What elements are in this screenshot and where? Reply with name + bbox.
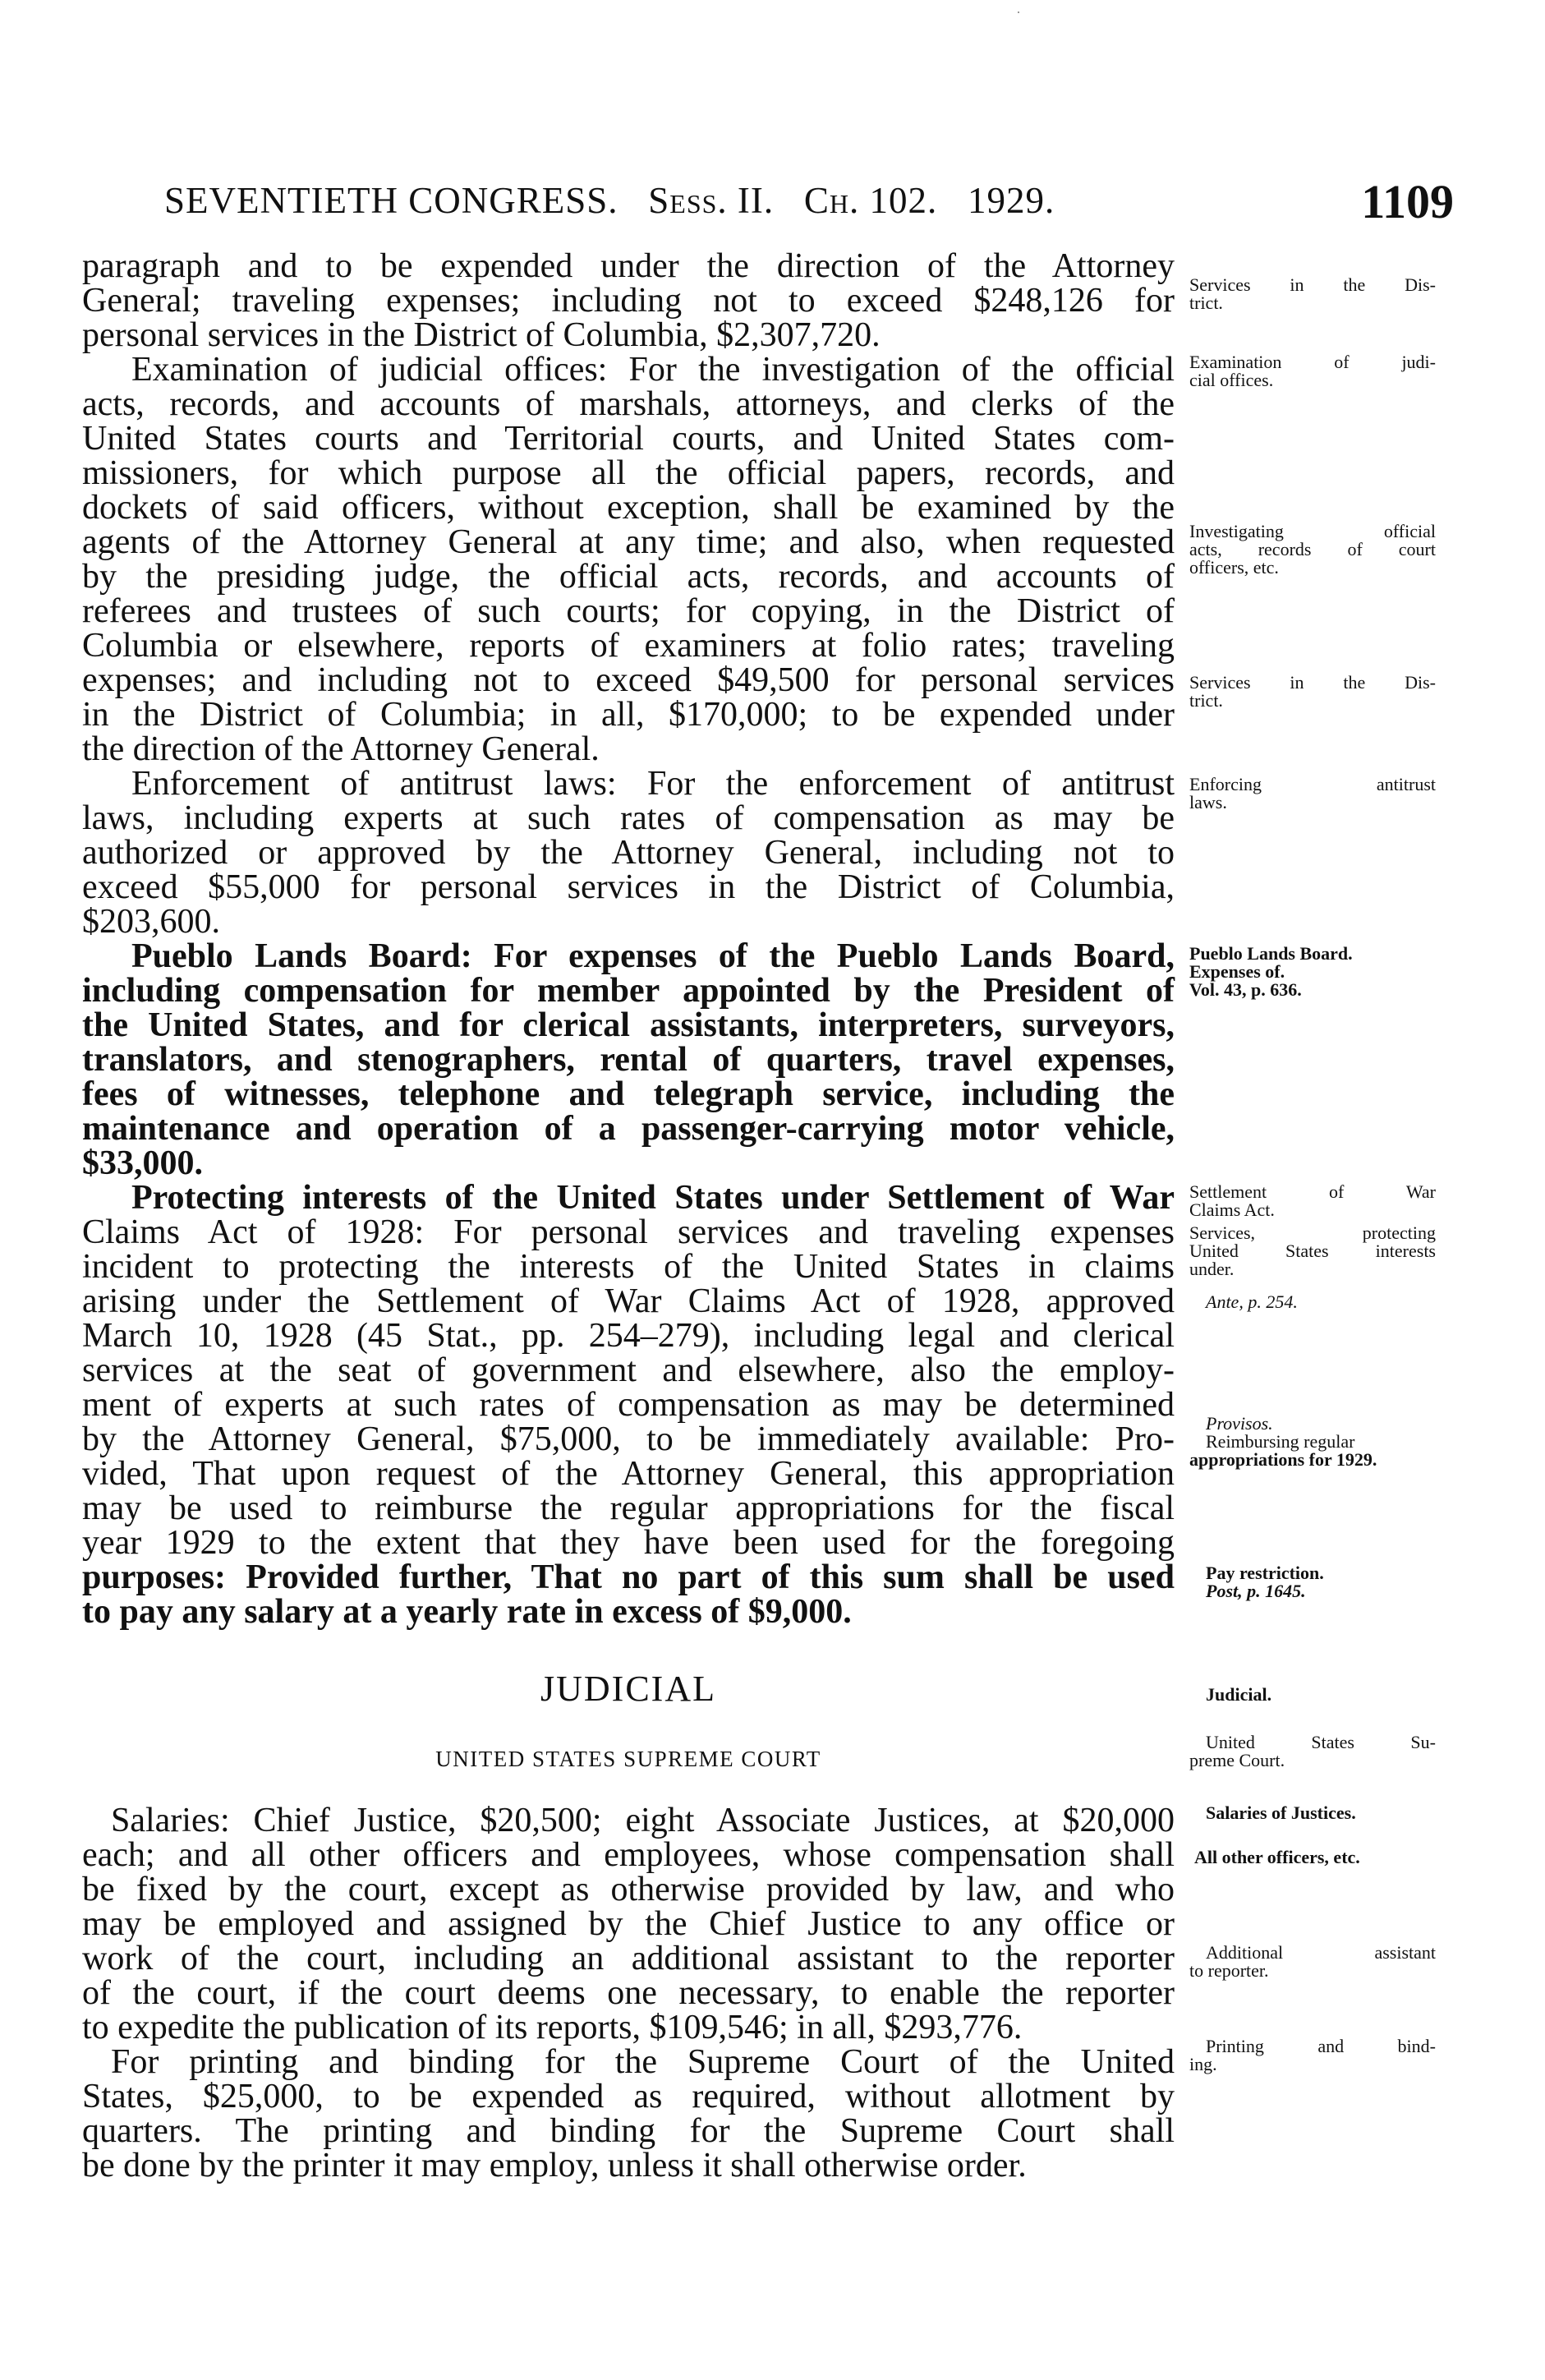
note-line: Pueblo Lands Board.: [1189, 943, 1353, 964]
body-line: to pay any salary at a yearly rate in excess of $9,000.: [82, 1593, 852, 1631]
note-line: to reporter.: [1189, 1960, 1269, 1981]
year-label: 1929.: [968, 180, 1055, 221]
margin-note-judicial: [1189, 1686, 1436, 1704]
scan-speck: [1018, 12, 1019, 13]
body-line: referees and trustees of such courts; for copying, in the District of: [82, 592, 1175, 630]
body-line: laws, including experts at such rates of compensation as may be: [82, 799, 1175, 837]
page-number: 1109: [1361, 175, 1454, 228]
note-line: Services in the Dis-: [1189, 274, 1436, 295]
body-line: incident to protecting the interests of the United States in claims: [82, 1248, 1175, 1286]
body-line: ment of experts at such rates of compensation as may be determined: [82, 1386, 1175, 1424]
margin-note-examination: [1189, 353, 1436, 389]
congress-title: SEVENTIETH CONGRESS.: [164, 180, 618, 221]
body-line: in the District of Columbia; in all, $170,000; to be expended under: [82, 696, 1175, 734]
body-line: General; traveling expenses; including not to exceed $248,126 for: [82, 282, 1175, 320]
body-line: Claims Act of 1928: For personal services and traveling expenses: [82, 1213, 1175, 1251]
body-line: by the presiding judge, the official acts, records, and accounts of: [82, 558, 1175, 596]
note-line: trict.: [1189, 292, 1223, 313]
margin-note-services-district: [1189, 276, 1436, 312]
note-line: Printing and bind-: [1206, 2036, 1436, 2056]
session-label: Sess. II.: [648, 180, 775, 221]
margin-note-pueblo: [1189, 945, 1436, 999]
note-line: United States interests: [1189, 1241, 1436, 1261]
note-line: Expenses of.: [1189, 961, 1285, 982]
margin-note-services-district-2: [1189, 674, 1436, 710]
note-line: trict.: [1189, 690, 1223, 711]
note-line: laws.: [1189, 792, 1227, 813]
note-line: Post, p. 1645.: [1206, 1581, 1306, 1601]
note-line: Reimbursing regular: [1206, 1431, 1355, 1452]
body-line: fees of witnesses, telephone and telegraph service, including the: [82, 1075, 1175, 1113]
note-line: cial offices.: [1189, 370, 1274, 390]
note-line: Provisos.: [1206, 1413, 1273, 1434]
body-line: may be employed and assigned by the Chief Justice to any office or: [82, 1905, 1175, 1943]
note-line: Claims Act.: [1189, 1199, 1275, 1220]
margin-note-assistant: [1189, 1944, 1436, 1980]
body-line: be done by the printer it may employ, unless it shall otherwise order.: [82, 2147, 1027, 2184]
note-line: Services in the Dis-: [1189, 672, 1436, 693]
note-line: under.: [1189, 1259, 1235, 1279]
body-line: work of the court, including an additional assistant to the reporter: [82, 1940, 1175, 1977]
note-line: Judicial.: [1206, 1684, 1272, 1705]
body-line: For printing and binding for the Supreme Court of the United: [111, 2043, 1175, 2081]
body-line: States, $25,000, to be expended as required, without allotment by: [82, 2078, 1175, 2115]
note-line: United States Su-: [1206, 1732, 1436, 1752]
body-line: acts, records, and accounts of marshals, attorneys, and clerks of the: [82, 385, 1175, 423]
margin-note-all-other: [1189, 1848, 1436, 1867]
body-line: personal services in the District of Columbia, $2,307,720.: [82, 316, 881, 354]
body-line: the direction of the Attorney General.: [82, 730, 600, 768]
note-line: Vol. 43, p. 636.: [1189, 979, 1302, 1000]
note-line: Enforcing antitrust: [1189, 774, 1436, 794]
note-line: preme Court.: [1189, 1750, 1285, 1770]
body-line: missioners, for which purpose all the official papers, records, and: [82, 454, 1175, 492]
margin-note-provisos: [1189, 1415, 1436, 1469]
note-line: Additional assistant: [1206, 1942, 1436, 1963]
body-line: purposes: Provided further, That no part of this sum shall be used: [82, 1558, 1175, 1596]
note-line: Investigating official: [1189, 521, 1436, 541]
body-line: translators, and stenographers, rental of quarters, travel expenses,: [82, 1041, 1175, 1079]
body-line: vided, That upon request of the Attorney General, this appropriation: [82, 1455, 1175, 1493]
body-line: $33,000.: [82, 1144, 203, 1182]
note-line: officers, etc.: [1189, 557, 1279, 578]
body-line: agents of the Attorney General at any time; and also, when requested: [82, 523, 1175, 561]
body-line: of the court, if the court deems one necessary, to enable the reporter: [82, 1974, 1175, 2012]
body-line: expenses; and including not to exceed $49,500 for personal services: [82, 661, 1175, 699]
note-line: Services, protecting: [1189, 1222, 1436, 1243]
body-line: Protecting interests of the United States under Settlement of War: [131, 1179, 1175, 1217]
body-line: to expedite the publication of its reports, $109,546; in all, $293,776.: [82, 2009, 1023, 2046]
body-line: including compensation for member appointed by the President of: [82, 972, 1175, 1010]
margin-note-supreme-court: [1189, 1733, 1436, 1770]
note-line: All other officers, etc.: [1194, 1847, 1360, 1867]
note-line: Pay restriction.: [1206, 1563, 1324, 1583]
body-line: United States courts and Territorial courts, and United States com-: [82, 420, 1175, 458]
subheading-supreme-court: UNITED STATES SUPREME COURT: [435, 1747, 821, 1771]
body-line: Enforcement of antitrust laws: For the enforcement of antitrust: [131, 765, 1175, 803]
body-line: $203,600.: [82, 903, 220, 941]
note-line: acts, records of court: [1189, 539, 1436, 559]
body-line: quarters. The printing and binding for the Supreme Court shall: [82, 2112, 1175, 2150]
body-line: arising under the Settlement of War Claims Act of 1928, approved: [82, 1282, 1175, 1320]
body-line: by the Attorney General, $75,000, to be immediately available: Pro-: [82, 1420, 1175, 1458]
body-line: Examination of judicial offices: For the investigation of the official: [131, 351, 1175, 389]
note-line: Ante, p. 254.: [1206, 1291, 1298, 1312]
body-line: March 10, 1928 (45 Stat., pp. 254–279), including legal and clerical: [82, 1317, 1175, 1355]
chapter-label: Ch. 102.: [803, 180, 938, 221]
body-line: exceed $55,000 for personal services in the District of Columbia,: [82, 868, 1175, 906]
body-line: Pueblo Lands Board: For expenses of the Pueblo Lands Board,: [131, 937, 1175, 975]
margin-note-printing: [1189, 2037, 1436, 2074]
body-line: maintenance and operation of a passenger-carrying motor vehicle,: [82, 1110, 1175, 1148]
note-line: ing.: [1189, 2054, 1217, 2074]
body-line: dockets of said officers, without exception, shall be examined by the: [82, 489, 1175, 527]
section-heading-judicial: JUDICIAL: [540, 1669, 716, 1709]
body-line: Salaries: Chief Justice, $20,500; eight Associate Justices, at $20,000: [111, 1802, 1175, 1839]
note-line: Salaries of Justices.: [1206, 1802, 1356, 1823]
note-line: Examination of judi-: [1189, 352, 1436, 372]
margin-note-salaries: [1189, 1804, 1436, 1822]
note-line: Settlement of War: [1189, 1181, 1436, 1202]
margin-note-war-claims: [1189, 1183, 1436, 1311]
margin-note-investigating: [1189, 522, 1436, 577]
margin-note-antitrust: [1189, 776, 1436, 812]
body-line: may be used to reimburse the regular appropriations for the fiscal: [82, 1489, 1175, 1527]
body-line: be fixed by the court, except as otherwise provided by law, and who: [82, 1871, 1175, 1908]
note-line: appropriations for 1929.: [1189, 1449, 1377, 1470]
body-line: year 1929 to the extent that they have been used for the foregoing: [82, 1524, 1175, 1562]
body-line: the United States, and for clerical assistants, interpreters, surveyors,: [82, 1006, 1175, 1044]
running-head: [164, 175, 1454, 228]
body-line: services at the seat of government and elsewhere, also the employ-: [82, 1351, 1175, 1389]
body-line: authorized or approved by the Attorney General, including not to: [82, 834, 1175, 872]
body-line: Columbia or elsewhere, reports of examiners at folio rates; traveling: [82, 627, 1175, 665]
margin-note-pay-restriction: [1189, 1564, 1436, 1600]
body-line: each; and all other officers and employees, whose compensation shall: [82, 1836, 1175, 1874]
body-line: paragraph and to be expended under the direction of the Attorney: [82, 247, 1175, 285]
